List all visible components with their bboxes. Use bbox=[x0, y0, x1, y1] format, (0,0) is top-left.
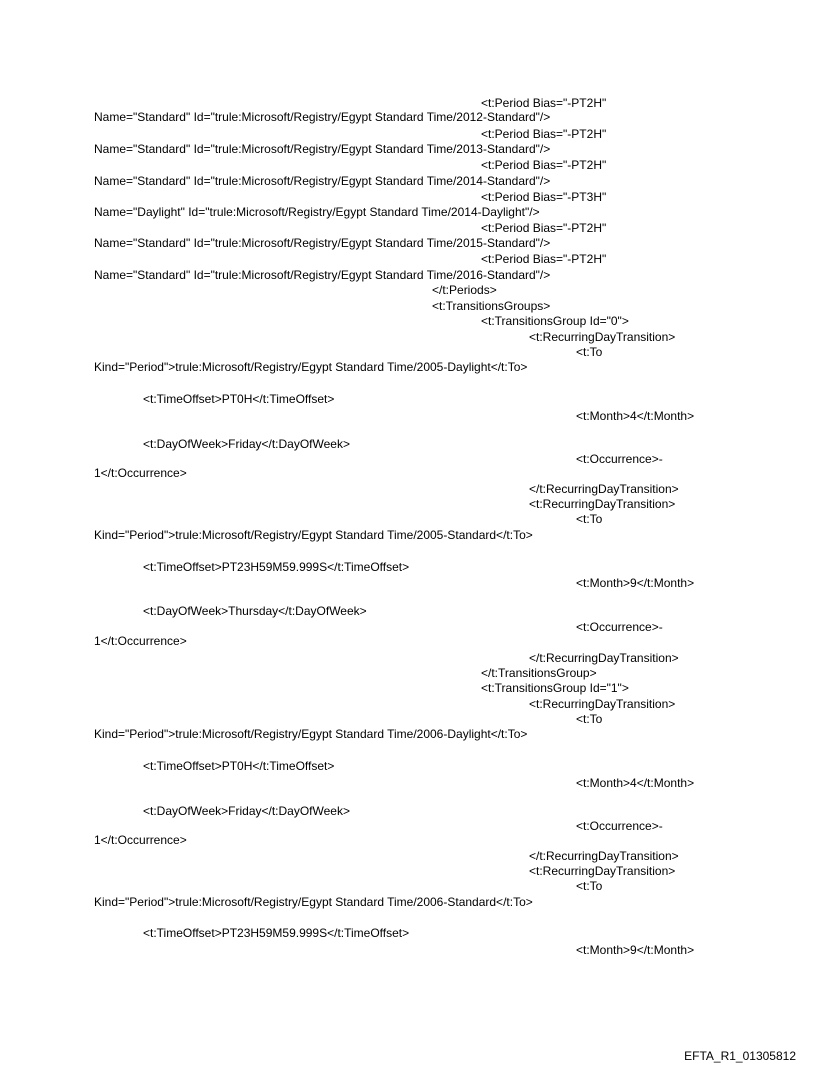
text-line: 1</t:Occurrence> bbox=[94, 634, 187, 648]
text-line: <t:RecurringDayTransition> bbox=[529, 497, 676, 511]
text-line: <t:DayOfWeek>Friday</t:DayOfWeek> bbox=[143, 804, 350, 818]
text-line: Kind="Period">trule:Microsoft/Registry/Egypt Standard Time/2005-Daylight</t:To> bbox=[94, 360, 528, 374]
text-line: </t:RecurringDayTransition> bbox=[529, 651, 679, 665]
text-line: <t:DayOfWeek>Friday</t:DayOfWeek> bbox=[143, 437, 350, 451]
text-line: <t:Month>9</t:Month> bbox=[576, 576, 695, 590]
text-line: <t:RecurringDayTransition> bbox=[529, 330, 676, 344]
text-line: <t:To bbox=[576, 712, 603, 726]
text-line: </t:Periods> bbox=[432, 283, 497, 297]
text-line: <t:To bbox=[576, 879, 603, 893]
text-line: Name="Standard" Id="trule:Microsoft/Registry/Egypt Standard Time/2012-Standard"/> bbox=[94, 110, 551, 124]
text-line: <t:Period Bias="-PT3H" bbox=[481, 190, 607, 204]
text-line: 1</t:Occurrence> bbox=[94, 466, 187, 480]
text-line: <t:Month>9</t:Month> bbox=[576, 943, 695, 957]
text-line: <t:Occurrence>- bbox=[576, 452, 663, 466]
text-line: <t:Occurrence>- bbox=[576, 620, 663, 634]
text-line: <t:Month>4</t:Month> bbox=[576, 776, 695, 790]
text-line: <t:Period Bias="-PT2H" bbox=[481, 221, 607, 235]
text-line: <t:Period Bias="-PT2H" bbox=[481, 127, 607, 141]
text-line: </t:RecurringDayTransition> bbox=[529, 849, 679, 863]
text-line: Kind="Period">trule:Microsoft/Registry/Egypt Standard Time/2006-Standard</t:To> bbox=[94, 895, 533, 909]
text-line: 1</t:Occurrence> bbox=[94, 833, 187, 847]
text-line: <t:TransitionsGroups> bbox=[432, 299, 551, 313]
text-line: <t:Month>4</t:Month> bbox=[576, 409, 695, 423]
text-line: Name="Standard" Id="trule:Microsoft/Registry/Egypt Standard Time/2014-Standard"/> bbox=[94, 174, 551, 188]
text-line: Kind="Period">trule:Microsoft/Registry/Egypt Standard Time/2006-Daylight</t:To> bbox=[94, 727, 528, 741]
text-line: Name="Standard" Id="trule:Microsoft/Registry/Egypt Standard Time/2015-Standard"/> bbox=[94, 236, 551, 250]
text-line: </t:RecurringDayTransition> bbox=[529, 482, 679, 496]
document-footer-id: EFTA_R1_01305812 bbox=[684, 1049, 796, 1063]
text-line: <t:Occurrence>- bbox=[576, 819, 663, 833]
text-line: <t:RecurringDayTransition> bbox=[529, 864, 676, 878]
text-line: Name="Standard" Id="trule:Microsoft/Registry/Egypt Standard Time/2016-Standard"/> bbox=[94, 268, 551, 282]
text-line: <t:TransitionsGroup Id="1"> bbox=[481, 681, 629, 695]
text-line: <t:To bbox=[576, 345, 603, 359]
text-line: <t:Period Bias="-PT2H" bbox=[481, 96, 607, 110]
text-line: <t:RecurringDayTransition> bbox=[529, 697, 676, 711]
text-line: Kind="Period">trule:Microsoft/Registry/Egypt Standard Time/2005-Standard</t:To> bbox=[94, 528, 533, 542]
text-line: <t:TimeOffset>PT0H</t:TimeOffset> bbox=[143, 759, 335, 773]
text-line: Name="Daylight" Id="trule:Microsoft/Registry/Egypt Standard Time/2014-Daylight"/> bbox=[94, 205, 540, 219]
text-line: <t:TimeOffset>PT23H59M59.999S</t:TimeOffset> bbox=[143, 926, 410, 940]
text-line: <t:To bbox=[576, 512, 603, 526]
text-line: <t:Period Bias="-PT2H" bbox=[481, 158, 607, 172]
text-line: </t:TransitionsGroup> bbox=[481, 666, 597, 680]
text-line: <t:TimeOffset>PT0H</t:TimeOffset> bbox=[143, 392, 335, 406]
text-line: <t:TransitionsGroup Id="0"> bbox=[481, 314, 629, 328]
text-line: <t:TimeOffset>PT23H59M59.999S</t:TimeOffset> bbox=[143, 560, 410, 574]
text-line: <t:DayOfWeek>Thursday</t:DayOfWeek> bbox=[143, 604, 367, 618]
text-line: <t:Period Bias="-PT2H" bbox=[481, 252, 607, 266]
text-line: Name="Standard" Id="trule:Microsoft/Registry/Egypt Standard Time/2013-Standard"/> bbox=[94, 142, 551, 156]
